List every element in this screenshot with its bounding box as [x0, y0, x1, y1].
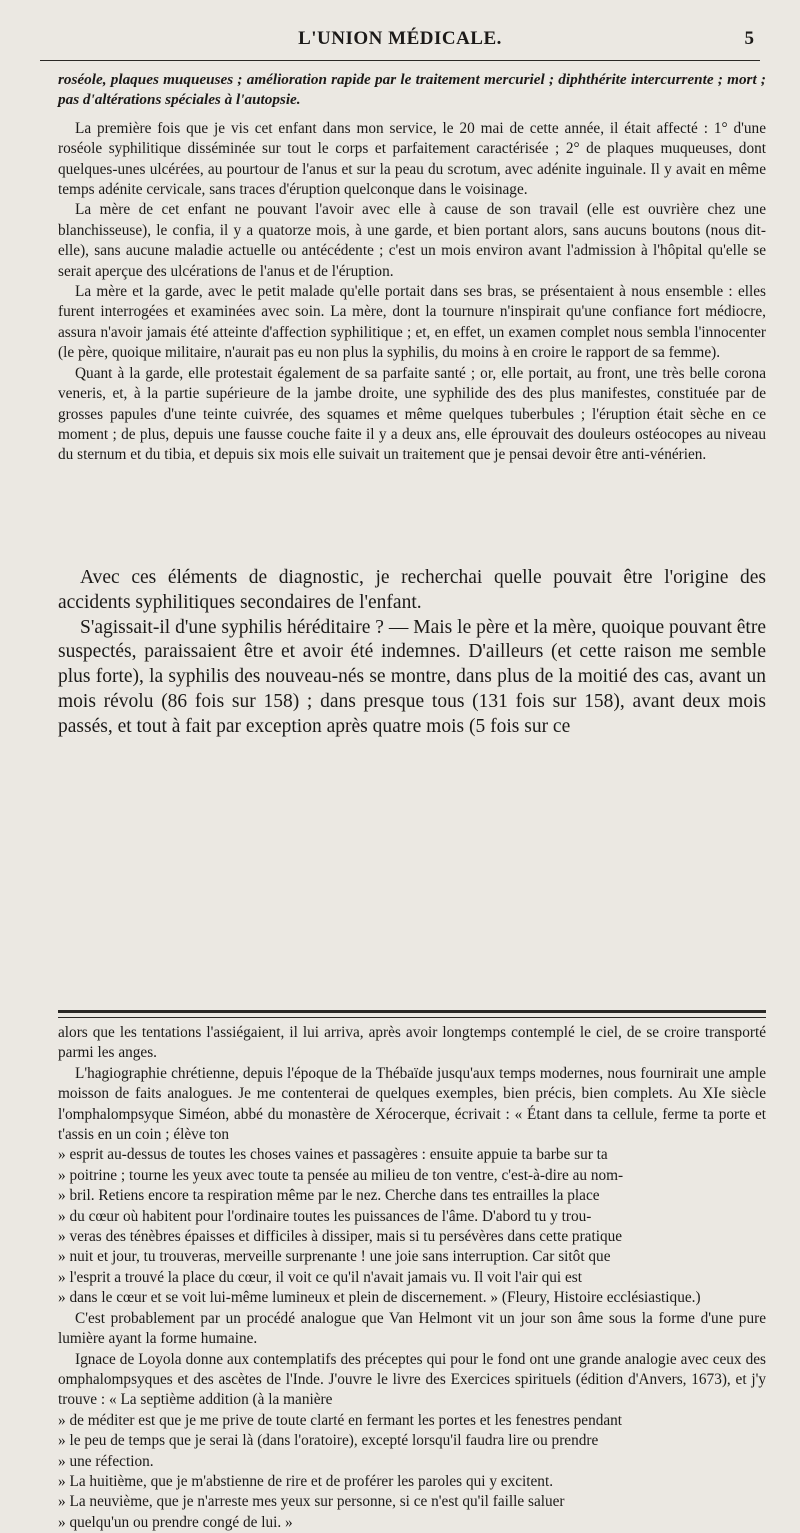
quote-line: » de méditer est que je me prive de toute clarté en fermant les portes et les fenestres pendant — [58, 1411, 623, 1429]
article-paragraph-large: Avec ces éléments de diagnostic, je recherchai quelle pouvait être l'origine des accidents syphilitiques secondaires de l'enfant. — [58, 567, 766, 613]
article-paragraph: Quant à la garde, elle protestait également de sa parfaite santé ; or, elle portait, au front, une très belle corona veneris, et, à la partie supérieure de la jambe droite, une syphilide des des plus manifestes, constituée par de grosses papules d'une teinte cuivrée, des squames et même quelques tuberbules ; l'éruption était sèche en ce moment ; de plus, depuis une fausse couche faite il y a deux ans, elle éprouvait des douleurs ostéocopes au niveau du sternum et du tibia, et depuis six mois elle suivait un traitement que je pensai devoir être anti-vénérien. — [58, 364, 766, 464]
quote-line: » La huitième, que je m'abstienne de rire et de proférer les paroles qui y excitent. — [58, 1472, 554, 1490]
quote-line: » le peu de temps que je serai là (dans l'oratoire), excepté lorsqu'il faudra lire ou prendre — [58, 1432, 599, 1450]
quote-line: » poitrine ; tourne les yeux avec toute ta pensée au milieu de ton ventre, c'est-à-dire au nom- — [58, 1166, 624, 1184]
quote-line: » une réfection. — [58, 1452, 154, 1470]
page-number: 5 — [744, 28, 754, 49]
quote-line: » nuit et jour, tu trouveras, merveille surprenante ! une joie sans interruption. Car sitôt que — [58, 1248, 611, 1266]
quote-line: » La neuvième, que je n'arreste mes yeux sur personne, si ce n'est qu'il faille saluer — [58, 1493, 565, 1511]
article-upper — [58, 70, 766, 466]
page-header — [40, 26, 760, 61]
feuilleton — [58, 1023, 766, 1533]
article-paragraph: La mère et la garde, avec le petit malade qu'elle portait dans ses bras, se présentaient à nous ensemble : elles furent interrogées et examinées avec soin. La mère, dont la tournure n'inspirait qu'une confiance fort médiocre, assura n'avoir jamais été atteinte d'affection syphilitique ; et, en effet, un examen complet nous sembla l'innocenter (le père, quoique militaire, n'aurait pas eu non plus la syphilis, du moins à en croire le rapport de sa femme). — [58, 283, 766, 362]
feuilleton-paragraph: alors que les tentations l'assiégaient, il lui arriva, après avoir longtemps contemplé le ciel, de se croire transporté parmi les anges. — [58, 1024, 766, 1062]
quote-line: » esprit au-dessus de toutes les choses vaines et passagères : ensuite appuie ta barbe sur ta — [58, 1146, 608, 1164]
feuilleton-paragraph: C'est probablement par un procédé analogue que Van Helmont vit un jour son âme sous la forme d'une pure lumière ayant la forme humaine. — [58, 1309, 766, 1348]
article-paragraph: La mère de cet enfant ne pouvant l'avoir avec elle à cause de son travail (elle est ouvrière chez une blanchisseuse), le confia, il y a quatorze mois, à une garde, et bien portant alors, sans aucuns boutons (nous dit-elle), sans aucune maladie actuelle ou antécédente ; c'est un mois environ avant l'admission à l'hôpital qu'elle se serait aperçue des ulcérations de l'anus et de l'éruption. — [58, 201, 766, 280]
quote-line: » dans le cœur et se voit lui-même lumineux et plein de discernement. » (Fleury, Histoire ecclésiastique.) — [58, 1289, 701, 1307]
quote-line: » bril. Retiens encore ta respiration même par le nez. Cherche dans tes entrailles la place — [58, 1187, 600, 1205]
separator-thin-rule — [58, 1017, 766, 1018]
separator-thick-rule — [58, 1010, 766, 1013]
quote-line: » l'esprit a trouvé la place du cœur, il voit ce qu'il n'avait jamais vu. Il voit l'air qui est — [58, 1268, 582, 1286]
case-intro: roséole, plaques muqueuses ; amélioration rapide par le traitement mercuriel ; diphthérite intercurrente ; mort ; pas d'altérations spéciales à l'autopsie. — [58, 71, 766, 109]
article-paragraph: La première fois que je vis cet enfant dans mon service, le 20 mai de cette année, il était affecté : 1° d'une roséole syphilitique disséminée sur tout le corps et parfaitement caractérisée ; 2° de plaques muqueuses, dont quelques-unes ulcérées, au pourtour de l'anus et sur la peau du scrotum, avec adénite inguinale. Il y avait en même temps adénite cervicale, sans traces d'éruption quelconque dans le voisinage. — [58, 119, 766, 199]
feuilleton-paragraph: Ignace de Loyola donne aux contemplatifs des préceptes qui pour le fond ont une grande analogie avec ceux des omphalompsyques et des ascètes de l'Inde. J'ouvre le livre des Exercices spirituels (édition d'Anvers, 1673), et j'y trouve : « La septième addition (à la manière — [58, 1350, 766, 1409]
quote-line: » quelqu'un ou prendre congé de lui. » — [58, 1513, 293, 1531]
quote-line: » veras des ténèbres épaisses et difficiles à dissiper, mais si tu persévères dans cette pratique — [58, 1228, 623, 1246]
feuilleton-separator — [58, 1010, 766, 1018]
article-large-text — [58, 566, 766, 740]
article-paragraph-large: S'agissait-il d'une syphilis héréditaire ? — Mais le père et la mère, quoique pouvant être suspectés, paraissaient être et avoir été indemnes. D'ailleurs (et cette raison me semble plus forte), la syphilis des nouveau-nés se montre, dans plus de la moitié des cas, avant un mois révolu (86 fois sur 158) ; dans presque tous (131 fois sur 158), avant deux mois passés, et tout à fait par exception après quatre mois (5 fois sur ce — [58, 616, 766, 737]
journal-title: L'UNION MÉDICALE. — [298, 28, 502, 49]
quote-line: » du cœur où habitent pour l'ordinaire toutes les puissances de l'âme. D'abord tu y trou- — [58, 1207, 592, 1225]
feuilleton-paragraph: L'hagiographie chrétienne, depuis l'époque de la Thébaïde jusqu'aux temps modernes, nous fournirait une ample moisson de faits analogues. Je me contenterai de quelques exemples, bien précis, bien complets. Au XIe siècle l'omphalompsyque Siméon, abbé du monastère de Xérocerque, écrivait : « Étant dans ta cellule, ferme ta porte et t'assis en un coin ; élève ton — [58, 1064, 766, 1144]
